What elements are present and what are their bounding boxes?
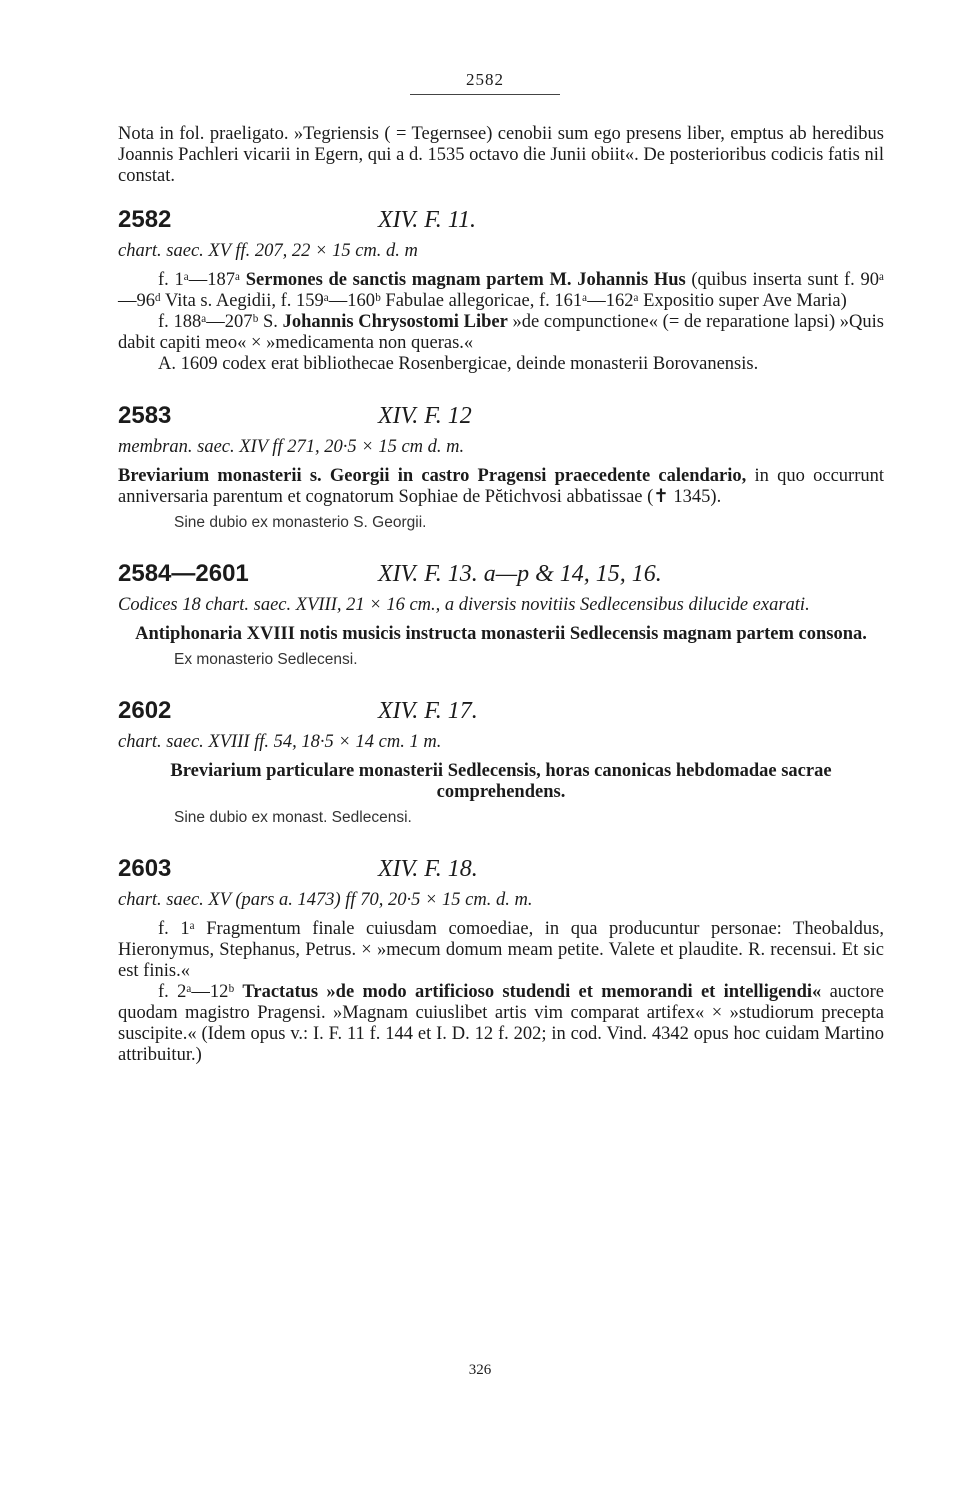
work-note: (quibus inserta sunt f. 90ᵃ—96ᵈ Vita s. Aegidii, f. 159ᵃ—160ᵇ Fabulae allegoricae, f. 161ᵃ—162ᵃ Expositio super Ave Maria)	[118, 270, 885, 311]
entry-2582	[118, 206, 885, 375]
provenance: Sine dubio ex monast. Sedlecensi.	[174, 809, 412, 826]
entry-number: 2602	[118, 697, 172, 724]
work-title: Tractatus »de modo artificioso studendi et memorandi et intelligendi«	[242, 982, 822, 1002]
entry-2583	[118, 402, 884, 533]
entry-title: Breviarium particulare monasterii Sedlecensis, horas canonicas hebdomadae sacrae comprehendens.	[170, 761, 832, 802]
entry-2602	[118, 697, 884, 828]
folio-range: f. 1ᵃ—187ᵃ	[158, 270, 241, 290]
entry-number: 2582	[118, 206, 172, 233]
shelfmark: XIV. F. 12	[378, 403, 472, 429]
entry-number: 2584—2601	[118, 560, 249, 587]
entry-header	[118, 206, 884, 233]
shelfmark: XIV. F. 11.	[378, 207, 477, 233]
content-item	[118, 982, 884, 1066]
work-title: Breviarium monasterii s. Georgii in castro Pragensi praecedente calendario,	[118, 466, 747, 486]
entry-title	[118, 466, 884, 508]
work-note: in quo occurrunt anniversaria parentum et cognatorum Sophiae de Pĕtichvosi abbatissae (✝ 1345).	[118, 466, 884, 507]
work-note: »de compunctione« (= de reparatione lapsi) »Quis dabit capiti meo« × »medicamenta non queras.«	[118, 312, 884, 353]
intro-note: Nota in fol. praeligato. »Tegriensis ( = Tegernsee) cenobii sum ego presens liber, emptus ab heredibus Joannis Pachleri vicarii in Egern, qui a d. 1535 octavo die Junii obiit«. De posterioribus codicis fatis nil constat.	[118, 124, 884, 186]
entry-header	[118, 402, 884, 429]
folio-range: f. 2ᵃ—12ᵇ	[158, 982, 235, 1002]
work-title: Sermones de sanctis magnam partem M. Johannis Hus	[245, 270, 686, 290]
shelfmark: XIV. F. 18.	[378, 856, 478, 882]
content-item: f. 1ᵃ Fragmentum finale cuiusdam comoediae, in qua producuntur personae: Theobaldus, Hieronymus, Stephanus, Petrus. × »mecum domum meam petite. Valete et plaudite. R. recensui. Et sic est finis.«	[118, 919, 884, 981]
provenance: Sine dubio ex monasterio S. Georgii.	[174, 514, 427, 531]
provenance: Ex monasterio Sedlecensi.	[174, 651, 358, 668]
page-content	[118, 124, 884, 1066]
entry-header	[118, 560, 884, 587]
running-head: 2582	[410, 70, 560, 95]
physical-description: chart. saec. XV ff. 207, 22 × 15 cm. d. m	[118, 241, 418, 261]
entry-2603	[118, 855, 885, 1066]
entry-2584-2601	[118, 560, 884, 670]
physical-description: Codices 18 chart. saec. XVIII, 21 × 16 cm., a diversis novitiis Sedlecensibus dilucide exarati.	[118, 595, 810, 615]
shelfmark: XIV. F. 13. a—p & 14, 15, 16.	[378, 561, 662, 587]
physical-description: membran. saec. XIV ff 271, 20·5 × 15 cm d. m.	[118, 437, 465, 457]
provenance-note: A. 1609 codex erat bibliothecae Rosenbergicae, deinde monasterii Borovanensis.	[158, 354, 759, 374]
entry-number: 2583	[118, 402, 172, 429]
work-title: Johannis Chrysostomi Liber	[282, 312, 508, 332]
entry-header	[118, 855, 884, 882]
folio-range: f. 188ᵃ—207ᵇ S.	[158, 312, 278, 332]
shelfmark: XIV. F. 17.	[378, 698, 478, 724]
physical-description: chart. saec. XVIII ff. 54, 18·5 × 14 cm. 1 m.	[118, 732, 442, 752]
entry-header	[118, 697, 884, 724]
content-item	[118, 312, 884, 354]
physical-description: chart. saec. XV (pars a. 1473) ff 70, 20·5 × 15 cm. d. m.	[118, 890, 533, 910]
content-item	[118, 270, 884, 312]
page-number: 326	[468, 1362, 492, 1378]
work-note: auctore quodam magistro Pragensi. »Magnam cuiuslibet artis vim comparat artifex« × »studiorum precepta suscipite.« (Idem opus v.: I. F. 11 f. 144 et I. D. 12 f. 202; in cod. Vind. 4342 opus hoc cuidam Martino attribuitur.)	[118, 982, 885, 1065]
entry-number: 2603	[118, 855, 172, 882]
entry-title: Antiphonaria XVIII notis musicis instructa monasterii Sedlecensis magnam partem consona.	[135, 624, 867, 644]
